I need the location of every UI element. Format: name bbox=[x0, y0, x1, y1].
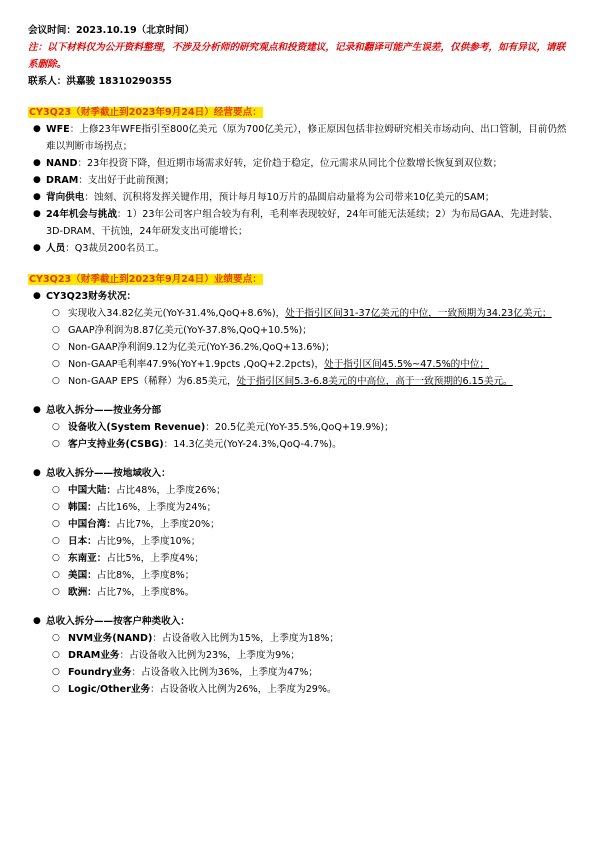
document-page bbox=[28, 22, 568, 698]
bullet-circle-icon: ○ bbox=[52, 376, 60, 386]
bullet-disc-icon: ● bbox=[33, 124, 41, 134]
bullet-circle-icon: ○ bbox=[52, 485, 60, 495]
sub-list-item: ○ 设备收入(System Revenue)：20.5亿美元(YoY-35.5%,QoQ+19.9%)； bbox=[28, 419, 568, 436]
list-item: ● WFE：上修23年WFE指引至800亿美元（原为700亿美元），修正原因包括非拉姆研究相关市场动向、出口管制，目前仍然难以判断市场拐点； bbox=[28, 121, 568, 155]
bullet-circle-icon: ○ bbox=[52, 519, 60, 529]
list-item: ● 总收入拆分——按业务分部 bbox=[28, 402, 568, 419]
bullet-disc-icon: ● bbox=[33, 175, 41, 185]
sub-list-item: ○ GAAP净利润为8.87亿美元(YoY-37.8%,QoQ+10.5%)； bbox=[28, 322, 568, 339]
bullet-disc-icon: ● bbox=[33, 192, 41, 202]
sub-list-item: ○ 中国大陆：占比48%，上季度26%； bbox=[28, 482, 568, 499]
bullet-disc-icon: ● bbox=[33, 291, 41, 301]
results-list bbox=[28, 288, 568, 390]
business-split-list bbox=[28, 402, 568, 453]
bullet-circle-icon: ○ bbox=[52, 308, 60, 318]
contact: 联系人：洪嘉骏 18310290355 bbox=[28, 76, 172, 87]
bullet-circle-icon: ○ bbox=[52, 633, 60, 643]
list-item: ● 总收入拆分——按地域收入： bbox=[28, 465, 568, 482]
sub-list-item: ○ 客户支持业务(CSBG)：14.3亿美元(YoY-24.3%,QoQ-4.7%)。 bbox=[28, 436, 568, 453]
sub-list-item: ○ Non-GAAP毛利率47.9%(YoY+1.9pcts ,QoQ+2.2pcts)，处于指引区间45.5%~47.5%的中位； bbox=[28, 356, 568, 373]
bullet-circle-icon: ○ bbox=[52, 342, 60, 352]
customer-split-list bbox=[28, 613, 568, 698]
bullet-circle-icon: ○ bbox=[52, 553, 60, 563]
sub-list-item: ○ 中国台湾：占比7%，上季度20%； bbox=[28, 516, 568, 533]
bullet-circle-icon: ○ bbox=[52, 439, 60, 449]
bullet-circle-icon: ○ bbox=[52, 570, 60, 580]
sub-list-item: ○ Non-GAAP净利润9.12为亿美元(YoY-36.2%,QoQ+13.6%)； bbox=[28, 339, 568, 356]
sub-list-item: ○ 东南亚：占比5%，上季度4%； bbox=[28, 550, 568, 567]
bullet-disc-icon: ● bbox=[33, 468, 41, 478]
bullet-circle-icon: ○ bbox=[52, 667, 60, 677]
ops-heading: CY3Q23（财季截止到2023年9月24日）经营要点： bbox=[29, 107, 262, 118]
bullet-disc-icon: ● bbox=[33, 158, 41, 168]
list-item: ● 人员：Q3裁员200名员工。 bbox=[28, 240, 568, 257]
bullet-disc-icon: ● bbox=[33, 209, 41, 219]
sub-list-item: ○ Foundry业务：占设备收入比例为36%，上季度为47%； bbox=[28, 664, 568, 681]
sub-list-item: ○ 欧洲：占比7%，上季度8%。 bbox=[28, 584, 568, 601]
ops-heading-row bbox=[28, 104, 568, 121]
list-item: ● 总收入拆分——按客户种类收入： bbox=[28, 613, 568, 630]
sub-list-item: ○ Logic/Other业务：占设备收入比例为26%，上季度为29%。 bbox=[28, 681, 568, 698]
bullet-circle-icon: ○ bbox=[52, 502, 60, 512]
sub-list-item: ○ 美国：占比8%，上季度8%； bbox=[28, 567, 568, 584]
bullet-circle-icon: ○ bbox=[52, 325, 60, 335]
bullet-circle-icon: ○ bbox=[52, 536, 60, 546]
ops-list bbox=[28, 121, 568, 257]
bullet-circle-icon: ○ bbox=[52, 359, 60, 369]
sub-list-item: ○ DRAM业务：占设备收入比例为23%，上季度为9%； bbox=[28, 647, 568, 664]
results-heading: CY3Q23（财季截止到2023年9月24日）业绩要点： bbox=[29, 274, 262, 285]
list-item: ● CY3Q23财务状况： bbox=[28, 288, 568, 305]
bullet-disc-icon: ● bbox=[33, 405, 41, 415]
sub-list-item: ○ 日本：占比9%，上季度10%； bbox=[28, 533, 568, 550]
sub-list-item: ○ 韩国：占比16%，上季度为24%； bbox=[28, 499, 568, 516]
bullet-disc-icon: ● bbox=[33, 243, 41, 253]
meeting-time: 会议时间：2023.10.19（北京时间） bbox=[28, 25, 195, 36]
sub-list-item: ○ 实现收入34.82亿美元(YoY-31.4%,QoQ+8.6%)，处于指引区间31-37亿美元的中位，一致预期为34.23亿美元； bbox=[28, 305, 568, 322]
disclaimer-note: 注：以下材料仅为公开资料整理，不涉及分析师的研究观点和投资建议，记录和翻译可能产生误差，仅供参考，如有异议，请联系删除。 bbox=[28, 42, 566, 70]
bullet-disc-icon: ● bbox=[33, 616, 41, 626]
list-item: ● DRAM：支出好于此前预测； bbox=[28, 172, 568, 189]
list-item: ● 背向供电：蚀刻、沉积将发挥关键作用，预计每月每10万片的晶圆启动量将为公司带来10亿美元的SAM； bbox=[28, 189, 568, 206]
bullet-circle-icon: ○ bbox=[52, 587, 60, 597]
sub-list-item: ○ NVM业务(NAND)：占设备收入比例为15%，上季度为18%； bbox=[28, 630, 568, 647]
bullet-circle-icon: ○ bbox=[52, 422, 60, 432]
list-item: ● NAND：23年投资下降，但近期市场需求好转，定价趋于稳定，位元需求从同比个位数增长恢复到双位数； bbox=[28, 155, 568, 172]
results-heading-row bbox=[28, 271, 568, 288]
region-split-list bbox=[28, 465, 568, 601]
sub-list-item: ○ Non-GAAP EPS（稀释）为6.85美元，处于指引区间5.3-6.8美元的中高位，高于一致预期的6.15美元。 bbox=[28, 373, 568, 390]
list-item: ● 24年机会与挑战：1）23年公司客户组合较为有利，毛利率表现较好，24年可能无法延续；2）为布局GAA、先进封装、3D-DRAM、干抗蚀，24年研发支出可能增长； bbox=[28, 206, 568, 240]
bullet-circle-icon: ○ bbox=[52, 684, 60, 694]
bullet-circle-icon: ○ bbox=[52, 650, 60, 660]
